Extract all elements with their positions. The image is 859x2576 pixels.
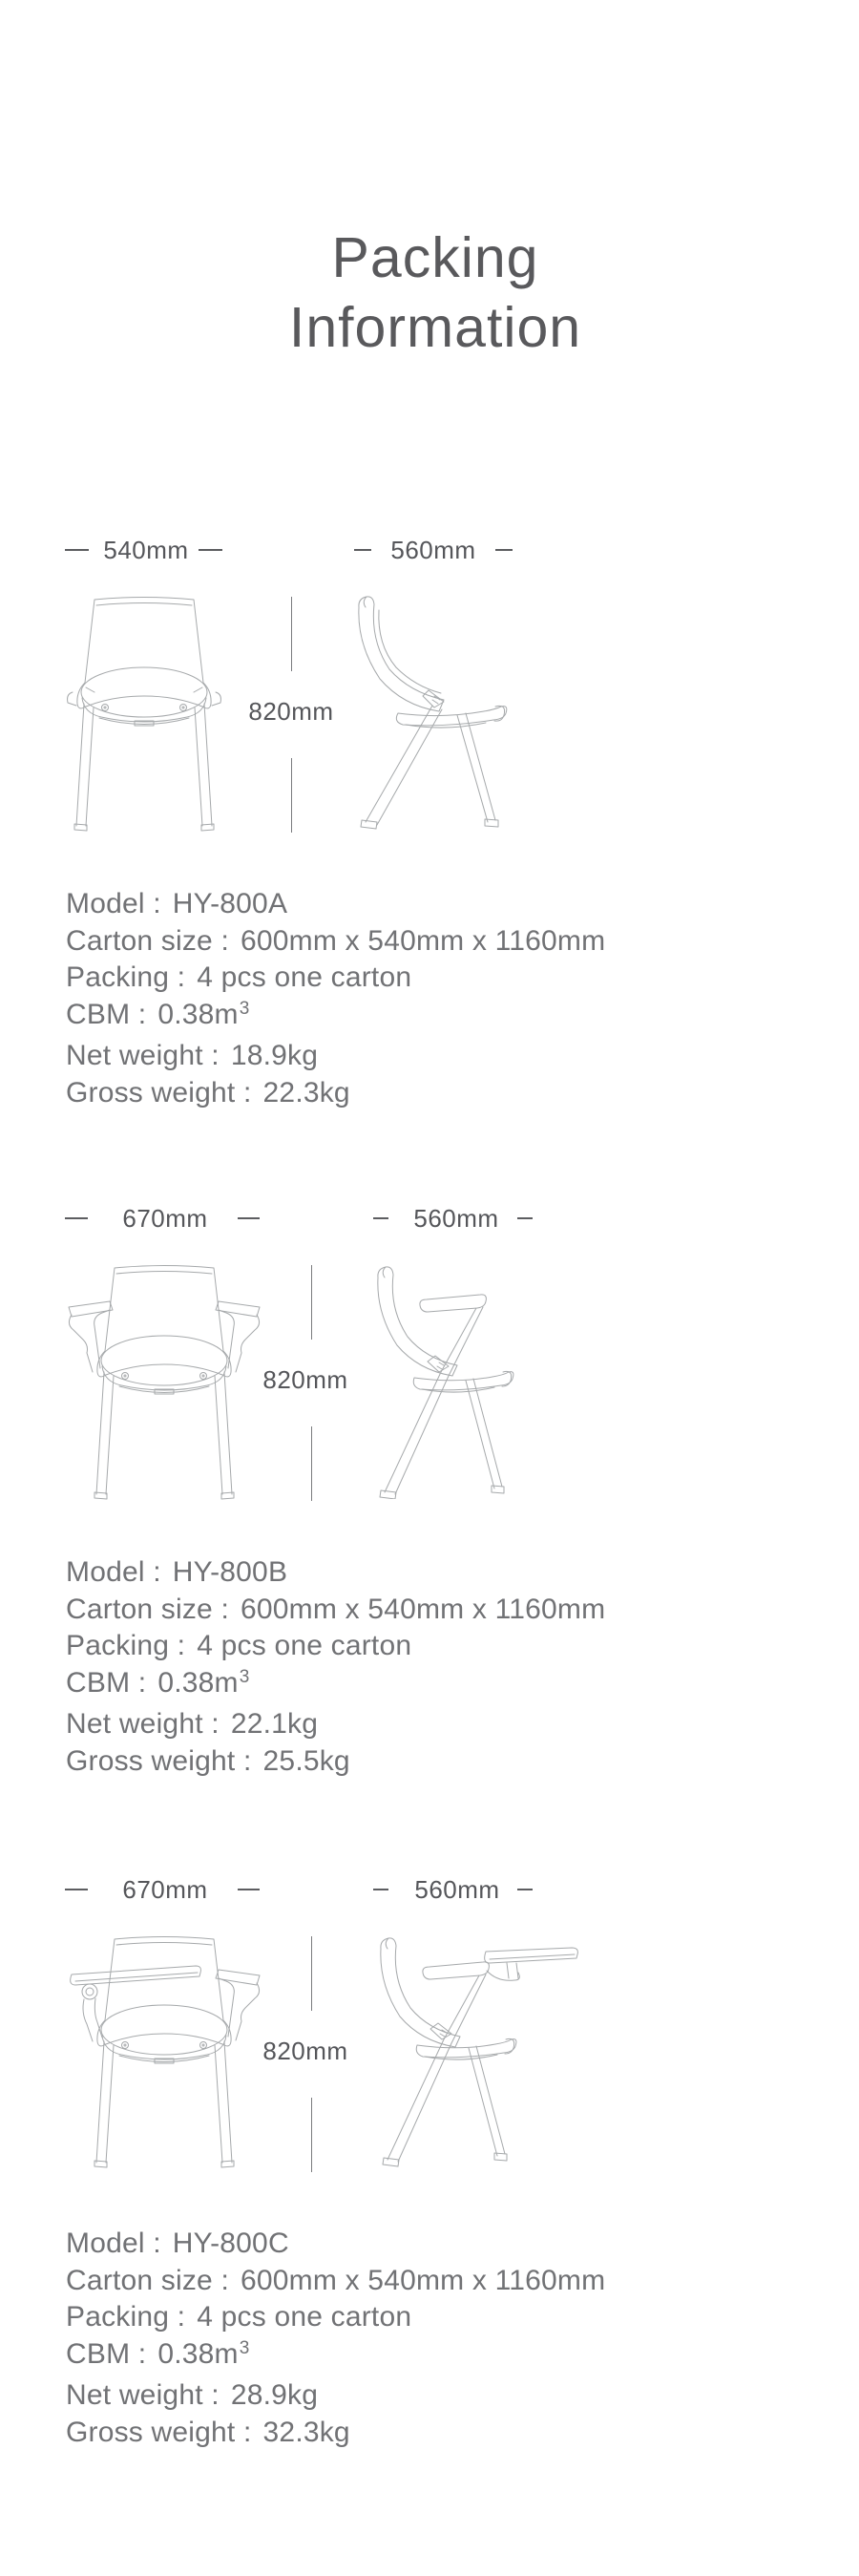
spec-label: Net weight :	[66, 1707, 220, 1740]
cbm-superscript: 3	[239, 1667, 250, 1688]
spec-value: 28.9kg	[230, 2378, 319, 2411]
spec-label: CBM :	[66, 2338, 147, 2371]
dimension-dash	[517, 1889, 533, 1890]
dimension-dash	[238, 1217, 260, 1219]
spec-label: Gross weight :	[66, 2416, 252, 2448]
spec-label: Model :	[66, 2228, 161, 2259]
side-depth-label: 560mm	[414, 1875, 500, 1904]
spec-value: 22.3kg	[262, 1076, 350, 1109]
height-label: 820mm	[248, 697, 334, 726]
spec-row-net-weight	[66, 2377, 810, 2415]
spec-value: 600mm x 540mm x 1160mm	[241, 1593, 606, 1625]
spec-label: CBM :	[66, 999, 147, 1031]
spec-value: HY-800C	[172, 2228, 289, 2259]
front-width-label: 670mm	[122, 1875, 208, 1904]
spec-value: HY-800A	[172, 888, 288, 919]
spec-row-cbm	[66, 997, 810, 1038]
spec-label: Gross weight :	[66, 1076, 252, 1109]
spec-label: Packing :	[66, 1630, 186, 1662]
dimension-dash	[495, 549, 513, 551]
spec-value: 4 pcs one carton	[197, 961, 412, 994]
height-dimension-line-bottom	[291, 758, 292, 833]
height-label: 820mm	[262, 2037, 348, 2065]
dimension-dash	[517, 1217, 533, 1219]
spec-row-carton-size	[66, 1592, 810, 1629]
spec-value: 4 pcs one carton	[197, 2301, 412, 2333]
spec-label: Packing :	[66, 961, 186, 994]
spec-value: 22.1kg	[230, 1707, 319, 1740]
packing-specs	[66, 886, 810, 1111]
armchair-side-view-drawing	[372, 1265, 515, 1499]
dimension-dash	[373, 1217, 388, 1219]
cbm-value: 0.38m	[157, 2338, 239, 2371]
spec-value	[157, 1667, 249, 1699]
section-hy-800a	[0, 536, 859, 1109]
dimension-dash	[354, 549, 371, 551]
spec-value	[157, 2338, 249, 2370]
spec-value	[157, 999, 249, 1030]
spec-row-model	[66, 886, 810, 923]
packing-specs	[66, 1554, 810, 1780]
spec-row-net-weight	[66, 1038, 810, 1075]
spec-value: 18.9kg	[230, 1039, 319, 1071]
spec-label: Carton size :	[66, 924, 229, 957]
spec-value: 600mm x 540mm x 1160mm	[241, 2264, 606, 2296]
spec-row-cbm	[66, 1665, 810, 1706]
cbm-superscript: 3	[239, 999, 250, 1020]
height-dimension-line-top	[311, 1936, 312, 2011]
spec-row-gross-weight	[66, 2415, 810, 2452]
section-hy-800c	[0, 1875, 859, 2448]
spec-row-carton-size	[66, 2263, 810, 2300]
page-title-line-1: Packing	[331, 226, 539, 289]
spec-value: 32.3kg	[262, 2416, 350, 2448]
spec-row-packing	[66, 960, 810, 997]
spec-row-carton-size	[66, 923, 810, 961]
spec-value: HY-800B	[172, 1556, 288, 1588]
spec-label: Net weight :	[66, 1039, 220, 1071]
cbm-superscript: 3	[239, 2338, 250, 2359]
spec-row-packing	[66, 2299, 810, 2336]
spec-label: Net weight :	[66, 2378, 220, 2411]
spec-label: Model :	[66, 1556, 161, 1588]
cbm-value: 0.38m	[157, 999, 239, 1031]
tablet-chair-side-view-drawing	[373, 1936, 584, 2169]
side-depth-label: 560mm	[413, 1204, 499, 1233]
chair-front-view-drawing	[63, 597, 225, 834]
page-title-line-2: Information	[288, 296, 582, 359]
dimension-dash	[65, 1217, 88, 1219]
spec-label: Model :	[66, 888, 161, 919]
spec-label: Packing :	[66, 2301, 186, 2333]
dimension-dash	[65, 549, 89, 551]
spec-label: Carton size :	[66, 2264, 229, 2296]
spec-label: CBM :	[66, 1667, 147, 1700]
spec-label: Carton size :	[66, 1593, 229, 1625]
dimension-dash	[199, 549, 222, 551]
spec-value: 600mm x 540mm x 1160mm	[241, 924, 606, 957]
front-width-label: 540mm	[103, 536, 189, 564]
section-hy-800b	[0, 1204, 859, 1777]
height-dimension-line-bottom	[311, 1426, 312, 1501]
spec-row-packing	[66, 1628, 810, 1665]
height-dimension-line-top	[291, 597, 292, 671]
spec-row-cbm	[66, 2336, 810, 2377]
armchair-front-view-drawing	[64, 1265, 264, 1502]
spec-label: Gross weight :	[66, 1744, 252, 1777]
packing-specs	[66, 2226, 810, 2451]
chair-side-view-drawing	[350, 595, 509, 834]
dimension-dash	[238, 1889, 260, 1890]
page-title	[0, 223, 859, 363]
spec-row-gross-weight	[66, 1743, 810, 1781]
tablet-chair-front-view-drawing	[64, 1936, 264, 2170]
spec-row-model	[66, 1554, 810, 1592]
height-dimension-line-bottom	[311, 2098, 312, 2172]
spec-row-gross-weight	[66, 1075, 810, 1112]
spec-value: 25.5kg	[262, 1744, 350, 1777]
height-dimension-line-top	[311, 1265, 312, 1340]
side-depth-label: 560mm	[390, 536, 476, 564]
spec-row-net-weight	[66, 1706, 810, 1743]
spec-row-model	[66, 2226, 810, 2263]
front-width-label: 670mm	[122, 1204, 208, 1233]
dimension-dash	[373, 1889, 388, 1890]
dimension-dash	[65, 1889, 88, 1890]
cbm-value: 0.38m	[157, 1667, 239, 1700]
spec-value: 4 pcs one carton	[197, 1630, 412, 1662]
height-label: 820mm	[262, 1365, 348, 1394]
